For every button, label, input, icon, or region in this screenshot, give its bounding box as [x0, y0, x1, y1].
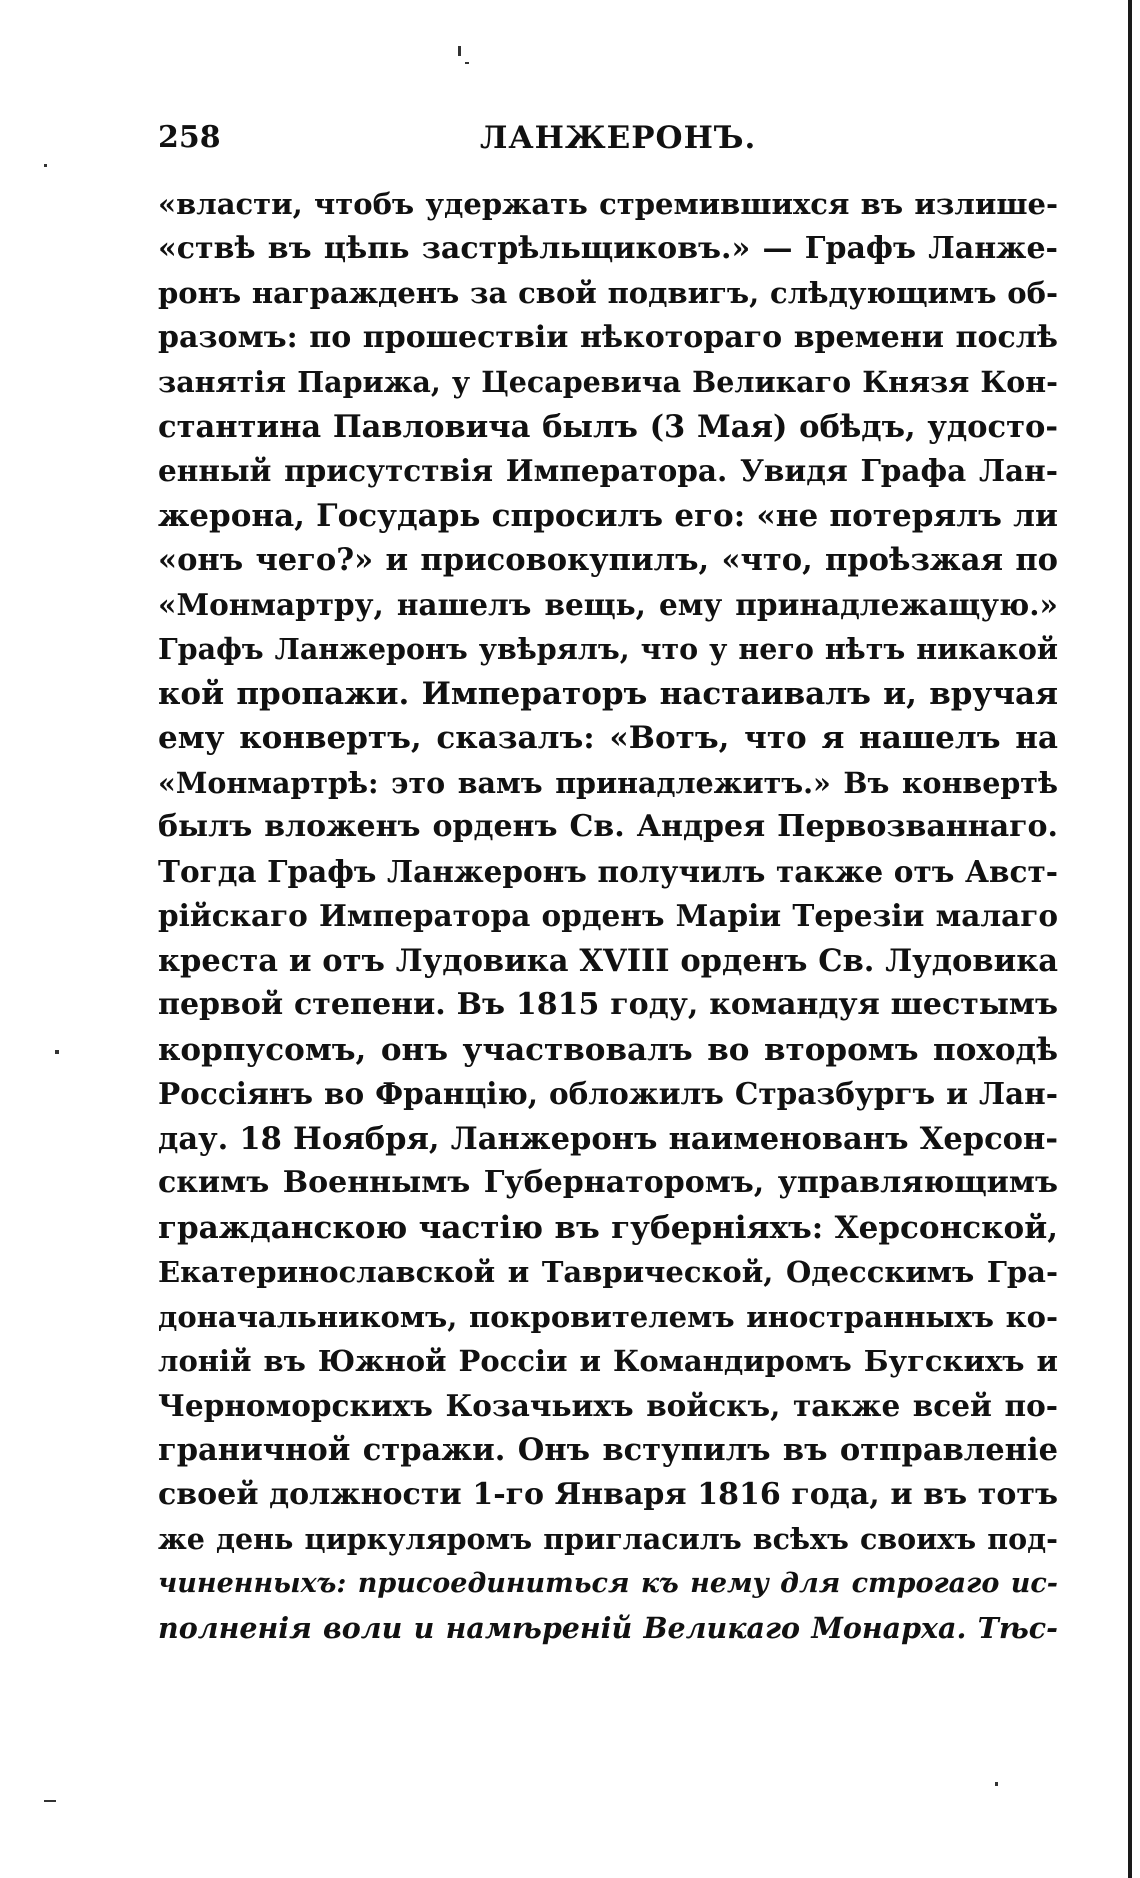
text-line: былъ вложенъ орденъ Св. Андрея Первозваннаго.	[158, 809, 1058, 844]
text-line: стантина Павловича былъ (3 Мая) обѣдъ, удосто-	[158, 408, 1058, 445]
text-line: Россіянъ во Францію, обложилъ Стразбургъ и Лан-	[158, 1076, 1058, 1111]
scan-speck	[458, 46, 461, 56]
text-line: доначальникомъ, покровителемъ иностранныхъ ко-	[158, 1299, 1058, 1334]
text-line: своей должности 1-го Января 1816 года, и въ тотъ	[158, 1476, 1058, 1512]
text-line: жерона, Государь спросилъ его: «не потерялъ ли	[158, 497, 1058, 534]
text-line: ему конвертъ, сказалъ: «Вотъ, что я нашелъ на	[158, 720, 1058, 756]
text-line: ронъ награжденъ за свой подвигъ, слѣдующимъ об-	[158, 276, 1058, 310]
running-head: ЛАНЖЕРОНЪ.	[480, 120, 757, 156]
text-line: «ствѣ въ цѣпь застрѣльщиковъ.» — Графъ Ланже-	[158, 230, 1058, 266]
text-line: разомъ: по прошествіи нѣкотораго времени послѣ	[158, 319, 1058, 355]
text-line: занятія Парижа, у Цесаревича Великаго Князя Кон-	[158, 365, 1058, 399]
text-line: Екатеринославской и Таврической, Одесскимъ Гра-	[158, 1255, 1058, 1289]
text-line: лоній въ Южной Россіи и Командиромъ Бугскихъ и	[158, 1344, 1058, 1378]
text-line: кой пропажи. Императоръ настаивалъ и, вручая	[158, 675, 1058, 712]
scan-speck	[465, 62, 469, 64]
text-line: «Монмартрѣ: это вамъ принадлежитъ.» Въ конвертѣ	[158, 765, 1058, 800]
text-line: Тогда Графъ Ланжеронъ получилъ также отъ Авст-	[158, 853, 1058, 889]
text-line: «власти, чтобъ удержать стремившихся въ излише-	[158, 187, 1058, 221]
text-line: Графъ Ланжеронъ увѣрялъ, что у него нѣтъ никакой	[158, 632, 1058, 666]
text-line: «онъ чего?» и присовокупилъ, «что, проѣзжая по	[158, 542, 1058, 578]
scan-speck	[995, 1782, 998, 1786]
text-line: Черноморскихъ Козачьихъ войскъ, также всей по-	[158, 1387, 1058, 1423]
body-text	[158, 182, 1058, 1651]
scan-speck	[55, 1050, 59, 1054]
text-line: гражданскою частію въ губерніяхъ: Херсонской,	[158, 1209, 1058, 1246]
text-line: скимъ Военнымъ Губернаторомъ, управляющимъ	[158, 1165, 1058, 1200]
text-line: дау. 18 Ноября, Ланжеронъ наименованъ Херсон-	[158, 1120, 1058, 1157]
text-line-italic: чиненныхъ: присоединиться къ нему для строгаго ис-	[158, 1567, 1058, 1599]
text-line: креста и отъ Лудовика XVIII орденъ Св. Лудовика	[158, 942, 1058, 979]
page-edge-rule	[1128, 0, 1132, 1878]
text-line: «Монмартру, нашелъ вещь, ему принадлежащую.»	[158, 586, 1058, 622]
scan-speck	[44, 164, 47, 167]
text-line: енный присутствія Императора. Увидя Графа Лан-	[158, 453, 1058, 488]
text-line: первой степени. Въ 1815 году, командуя шестымъ	[158, 987, 1058, 1022]
text-line: рійскаго Императора орденъ Маріи Терезіи малаго	[158, 898, 1058, 933]
text-line-italic: полненія воли и намѣреній Великаго Монарха. Тѣс-	[158, 1611, 1058, 1645]
scan-speck	[44, 1800, 56, 1802]
page-number: 258	[158, 120, 221, 155]
text-line: корпусомъ, онъ участвовалъ во второмъ походѣ	[158, 1031, 1058, 1068]
text-line: же день циркуляромъ пригласилъ всѣхъ своихъ под-	[158, 1522, 1058, 1556]
text-line: граничной стражи. Онъ вступилъ въ отправленіе	[158, 1432, 1058, 1468]
page-header	[158, 120, 1058, 164]
